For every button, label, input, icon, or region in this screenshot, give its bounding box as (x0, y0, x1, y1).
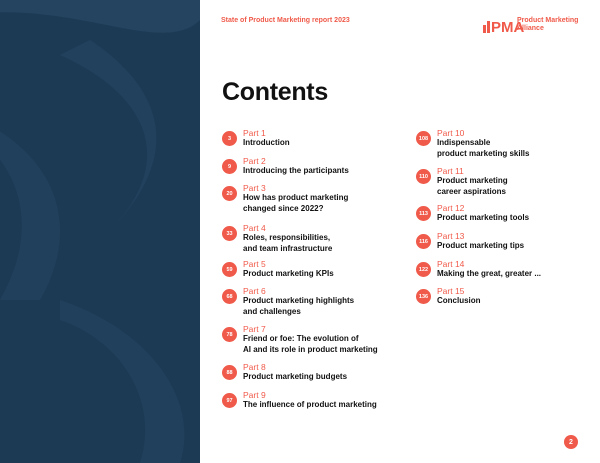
toc-page-badge: 59 (222, 262, 237, 277)
toc-title-line: How has product marketing (243, 193, 349, 202)
toc-part-label: Part 15 (437, 286, 465, 296)
toc-title-line: Product marketing highlights (243, 296, 355, 305)
toc-title-line: Product marketing tips (437, 241, 525, 250)
toc-section-title (243, 372, 347, 383)
toc-page-badge: 108 (416, 131, 431, 146)
toc-part-label: Part 1 (243, 128, 266, 138)
pma-logo-line1: Product Marketing (517, 17, 579, 24)
toc-section-title (243, 334, 378, 355)
toc-page-badge: 122 (416, 262, 431, 277)
toc-section-title (243, 193, 348, 214)
toc-part-label: Part 4 (243, 223, 266, 233)
toc-title-line: Roles, responsibilities, (243, 233, 331, 242)
toc-part-label: Part 3 (243, 183, 266, 193)
toc-section-title (243, 166, 349, 177)
toc-page-badge: 113 (416, 206, 431, 221)
toc-page-badge: 3 (222, 131, 237, 146)
toc-title-line: Friend or foe: The evolution of (243, 334, 359, 343)
toc-section-title (243, 296, 354, 317)
toc-section-title (243, 138, 290, 149)
toc-title-line: changed since 2022? (243, 203, 324, 213)
pma-logo-letters: PMA (491, 19, 525, 36)
toc-page-badge: 33 (222, 226, 237, 241)
pma-logo-mark (483, 16, 525, 36)
toc-page-badge: 88 (222, 365, 237, 380)
pma-logo-text (517, 17, 578, 33)
pma-logo-line2: Alliance (517, 25, 544, 32)
toc-section-title (437, 269, 541, 280)
toc-title-line: Introduction (243, 138, 290, 147)
pma-logo (483, 16, 578, 34)
toc-page-badge: 9 (222, 159, 237, 174)
pma-logo-icon (483, 16, 525, 36)
toc-section-title (437, 296, 481, 307)
toc-page-badge: 136 (416, 289, 431, 304)
toc-part-label: Part 6 (243, 286, 266, 296)
toc-title-line: Making the great, greater ... (437, 269, 542, 278)
toc-section-title (437, 138, 529, 159)
toc-page-badge: 110 (416, 169, 431, 184)
toc-part-label: Part 12 (437, 203, 465, 213)
toc-title-line: Introducing the participants (243, 166, 349, 175)
page-number: 2 (564, 435, 578, 449)
toc-part-label: Part 7 (243, 324, 266, 334)
sidebar-decoration (0, 0, 200, 463)
contents-heading: Contents (222, 78, 328, 106)
toc-title-line: career aspirations (437, 186, 506, 196)
toc-part-label: Part 9 (243, 390, 266, 400)
toc-part-label: Part 2 (243, 156, 266, 166)
toc-title-line: product marketing skills (437, 148, 530, 158)
toc-part-label: Part 5 (243, 259, 266, 269)
toc-section-title (437, 241, 524, 252)
toc-page-badge: 97 (222, 393, 237, 408)
toc-part-label: Part 11 (437, 166, 464, 176)
toc-title-line: and challenges (243, 306, 301, 316)
toc-title-line: Product marketing budgets (243, 372, 348, 381)
toc-title-line: AI and its role in product marketing (243, 344, 378, 354)
toc-title-line: The influence of product marketing (243, 400, 377, 409)
toc-part-label: Part 13 (437, 231, 465, 241)
toc-section-title (437, 176, 508, 197)
toc-title-line: Product marketing (437, 176, 508, 185)
toc-page-badge: 116 (416, 234, 431, 249)
toc-section-title (243, 269, 334, 280)
toc-part-label: Part 8 (243, 362, 266, 372)
report-title: State of Product Marketing report 2023 (221, 17, 350, 24)
toc-section-title (243, 400, 377, 411)
toc-title-line: Product marketing KPIs (243, 269, 334, 278)
toc-page-badge: 78 (222, 327, 237, 342)
sidebar-panel (0, 0, 200, 463)
toc-part-label: Part 14 (437, 259, 465, 269)
toc-title-line: Indispensable (437, 138, 491, 147)
toc-page-badge: 68 (222, 289, 237, 304)
toc-title-line: and team infrastructure (243, 243, 333, 253)
toc-section-title (437, 213, 529, 224)
toc-page-badge: 20 (222, 186, 237, 201)
toc-title-line: Product marketing tools (437, 213, 530, 222)
toc-section-title (243, 233, 332, 254)
toc-title-line: Conclusion (437, 296, 481, 305)
toc-part-label: Part 10 (437, 128, 465, 138)
